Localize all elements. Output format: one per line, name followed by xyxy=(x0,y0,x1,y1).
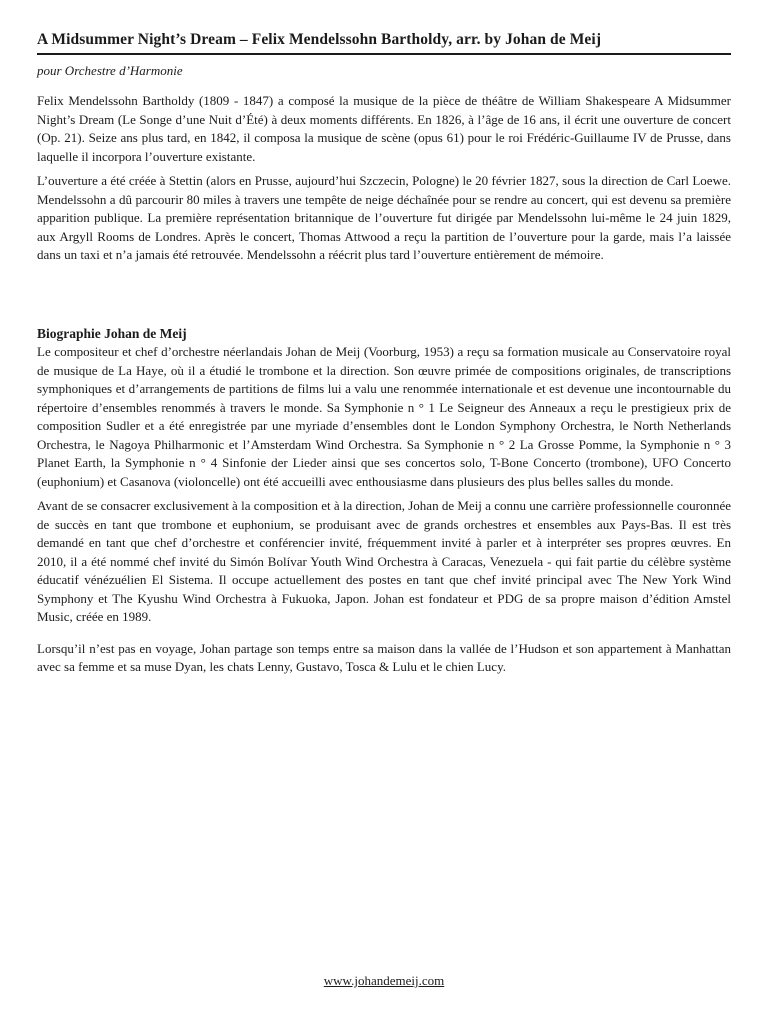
biography-paragraph-1: Le compositeur et chef d’orchestre néerlandais Johan de Meij (Voorburg, 1953) a reçu sa formation musicale au Conservatoire royal de musique de La Haye, où il a étudié le trombone et la direction. Son œuvre primée de compositions originales, de transcriptions symphoniques et d’arrangements de partitions de films lui a valu une renommée internationale et est devenue une incontournable du répertoire d’ensembles renommés à travers le monde. Sa Symphonie n ° 1 Le Seigneur des Anneaux a reçu le prestigieux prix de composition Sudler et a été enregistrée par une myriade d’ensembles dont le London Symphony Orchestra, le North Netherlands Orchestra, le Nagoya Philharmonic et l’Amsterdam Wind Orchestra. Sa Symphonie n ° 2 La Grosse Pomme, la Symphonie n ° 3 Planet Earth, la Symphonie n ° 4 Sinfonie der Lieder ainsi que ses concertos solo, T-Bone Concerto (trombone), UFO Concerto (euphonium) et Casanova (violoncelle) ont été accueilli avec enthousiasme dans plusieurs des plus belles salles du monde. xyxy=(37,344,731,489)
program-note-paragraph-1: Felix Mendelssohn Bartholdy (1809 - 1847) a composé la musique de la pièce de théâtre de William Shakespeare A Midsummer Night’s Dream (Le Songe d’une Nuit d’Été) à deux moments différents. En 1826, à l’âge de 16 ans, il écrit une ouverture de concert (Op. 21). Seize ans plus tard, en 1842, il composa la musique de scène (opus 61) pour le roi Frédéric-Guillaume IV de Prusse, dans laquelle il incorpora l’ouverture existante. xyxy=(37,93,731,164)
biography-heading: Biographie Johan de Meij xyxy=(37,325,187,341)
biography-paragraph-3: Lorsqu’il n’est pas en voyage, Johan partage son temps entre sa maison dans la vallée de l’Hudson et son appartement à Manhattan avec sa femme et sa muse Dyan, les chats Lenny, Gustavo, Tosca & Lulu et le chien Lucy. xyxy=(37,640,731,674)
website-link[interactable]: www.johandemeij.com xyxy=(323,973,445,988)
document-header xyxy=(37,30,731,80)
biography-paragraph-2: Avant de se consacrer exclusivement à la composition et à la direction, Johan de Meij a connu une carrière professionnelle couronnée de succès en tant que trombone et euphonium, se produisant avec de grands orchestres et ensembles aux Pays-Bas. Il est très demandé en tant que chef d’orchestre et conférencier invité, fréquemment invité à parler et à interpréter ses propres œuvres. En 2010, il a été nommé chef invité du Simón Bolívar Youth Wind Orchestra à Caracas, Venezuela - qui fait partie du célèbre système éducatif vénézuélien El Sistema. Il occupe actuellement des postes en tant que chef invité principal avec The New York Wind Symphony et The Kyushu Wind Orchestra à Fukuoka, Japon. Johan est fondateur et PDG de sa propre maison d’édition Amstel Music, créée en 1989. xyxy=(37,498,731,624)
document-footer xyxy=(0,972,768,990)
document-title: A Midsummer Night’s Dream – Felix Mendelssohn Bartholdy, arr. by Johan de Meij xyxy=(37,30,731,55)
program-note-paragraph-2: L’ouverture a été créée à Stettin (alors en Prusse, aujourd’hui Szczecin, Pologne) le 20 février 1827, sous la direction de Carl Loewe. Mendelssohn a dû parcourir 80 miles à travers une tempête de neige déchaînée pour se rendre au concert, qui est devenu sa première apparition publique. La première représentation britannique de l’ouverture fut dirigée par Mendelssohn lui-même le 24 juin 1829, aux Argyll Rooms de Londres. Après le concert, Thomas Attwood a reçu la partition de l’ouverture pour la garde, mais l’a laissée dans un taxi et n’a jamais été retrouvée. Mendelssohn a réécrit plus tard l’ouverture entièrement de mémoire. xyxy=(37,173,731,262)
program-note-section xyxy=(37,92,731,265)
document-subtitle: pour Orchestre d’Harmonie xyxy=(37,63,183,78)
biography-section xyxy=(37,325,731,677)
